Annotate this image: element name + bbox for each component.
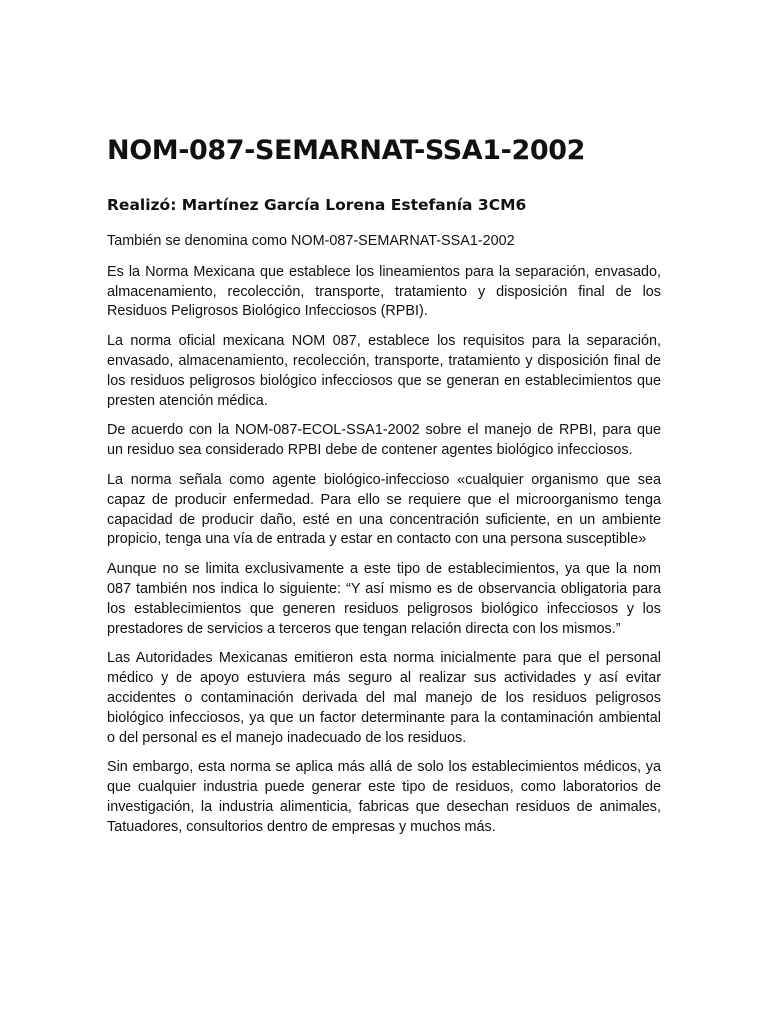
document-title: NOM-087-SEMARNAT-SSA1-2002 [107,135,585,166]
paragraph-authorities: Las Autoridades Mexicanas emitieron esta norma inicialmente para que el personal médico y de apoyo estuviera más seguro al realizar sus actividades y así evitar accidentes o contaminación derivada del mal manejo de los residuos peligrosos biológico infecciosos, ya que un factor determinante para la contaminación ambiental o del personal es el manejo inadecuado de los residuos. [107,650,661,746]
paragraph-also-known-as: También se denomina como NOM-087-SEMARNAT-SSA1-2002 [107,233,515,249]
author-line: Realizó: Martínez García Lorena Estefanía 3CM6 [107,196,527,214]
paragraph-requirements: La norma oficial mexicana NOM 087, establece los requisitos para la separación, envasado, almacenamiento, recolección, transporte, tratamiento y disposición final de los residuos peligrosos biológico infecciosos que se generan en establecimientos que presten atención médica. [107,333,661,409]
paragraph-rpbi-criteria: De acuerdo con la NOM-087-ECOL-SSA1-2002 sobre el manejo de RPBI, para que un residuo sea considerado RPBI debe de contener agentes biológico infecciosos. [107,422,661,459]
paragraph-scope: Aunque no se limita exclusivamente a este tipo de establecimientos, ya que la nom 087 también nos indica lo siguiente: “Y así mismo es de observancia obligatoria para los establecimientos que generen residuos peligrosos biológico infecciosos y los prestadores de servicios a terceros que tengan relación directa con los mismos.” [107,561,661,637]
paragraph-industries: Sin embargo, esta norma se aplica más allá de solo los establecimientos médicos, ya que cualquier industria puede generar este tipo de residuos, como laboratorios de investigación, la industria alimenticia, fabricas que desechan residuos de animales, Tatuadores, consultorios dentro de empresas y muchos más. [107,759,661,835]
paragraph-biological-agent: La norma señala como agente biológico-infeccioso «cualquier organismo que sea capaz de producir enfermedad. Para ello se requiere que el microorganismo tenga capacidad de producir daño, esté en una concentración suficiente, en un ambiente propicio, tenga una vía de entrada y estar en contacto con una persona susceptible» [107,471,661,548]
document-body [107,130,661,848]
paragraph-definition: Es la Norma Mexicana que establece los lineamientos para la separación, envasado, almacenamiento, recolección, transporte, tratamiento y disposición final de los Residuos Peligrosos Biológico Infecciosos (RPBI). [107,263,661,320]
